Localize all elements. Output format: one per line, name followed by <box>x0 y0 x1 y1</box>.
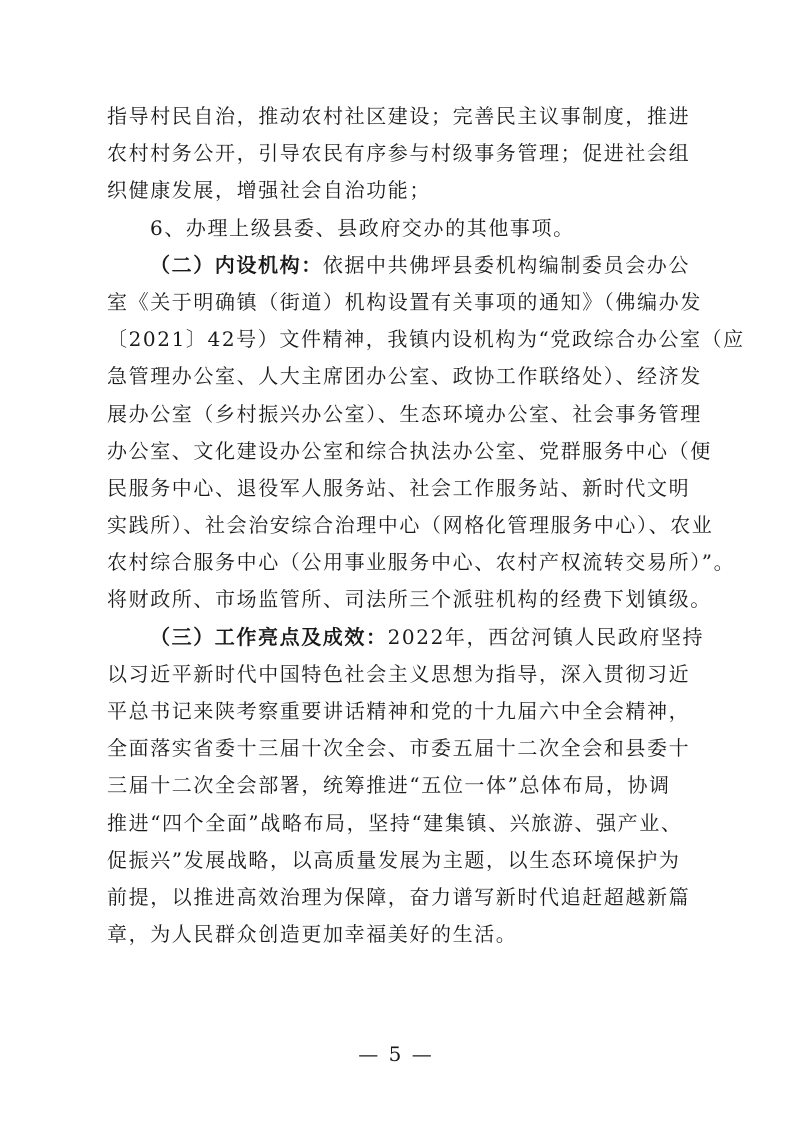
text-line: 促振兴”发展战略，以高质量发展为主题，以生态环境保护为 <box>107 847 681 872</box>
section-three-line <box>107 619 705 656</box>
text-line: 农村村务公开，引导农民有序参与村级事务管理；促进社会组 <box>107 141 691 166</box>
text-line: 以习近平新时代中国特色社会主义思想为指导，深入贯彻习近 <box>107 661 691 686</box>
text-line: 农村综合服务中心（公用事业服务中心、农村产权流转交易所）”。 <box>107 550 736 575</box>
text-span: 2022年，西岔河镇人民政府坚持 <box>387 624 705 649</box>
text-line: 指导村民自治，推动农村社区建设；完善民主议事制度，推进 <box>107 104 691 128</box>
text-line: 室《关于明确镇（街道）机构设置有关事项的通知》（佛编办发 <box>107 289 702 314</box>
document-body <box>107 98 745 953</box>
text-line: 织健康发展，增强社会自治功能； <box>107 178 431 203</box>
text-line: 实践所）、社会治安综合治理中心（网格化管理服务中心）、农业 <box>107 513 714 538</box>
section-heading: （三）工作亮点及成效： <box>150 624 388 649</box>
text-line: 民服务中心、退役军人服务站、社会工作服务站、新时代文明 <box>107 475 691 500</box>
text-line: 平总书记来陕考察重要讲话精神和党的十九届六中全会精神， <box>107 699 691 723</box>
text-line: 章，为人民群众创造更加幸福美好的生活。 <box>107 922 518 947</box>
text-line: 6、办理上级县委、县政府交办的其他事项。 <box>150 215 575 240</box>
text-line: 将财政所、市场监管所、司法所三个派驻机构的经费下划镇级。 <box>107 587 712 612</box>
section-heading: （二）内设机构： <box>150 252 323 277</box>
text-line: 全面落实省委十三届十次全会、市委五届十二次全会和县委十 <box>107 736 691 761</box>
text-line: 办公室、文化建设办公室和综合执法办公室、党群服务中心（便 <box>107 438 712 463</box>
text-line: 〔2021〕42号）文件精神，我镇内设机构为“党政综合办公室（应 <box>107 327 745 352</box>
page-number: — 5 — <box>358 1042 434 1066</box>
text-line: 展办公室（乡村振兴办公室）、生态环境办公室、社会事务管理 <box>107 401 702 426</box>
text-line: 急管理办公室、人大主席团办公室、政协工作联络处）、经济发 <box>107 364 702 389</box>
section-two-line <box>107 247 690 284</box>
text-line: 前提，以推进高效治理为保障，奋力谱写新时代追赶超越新篇 <box>107 884 691 909</box>
text-line: 推进“四个全面”战略布局，坚持“建集镇、兴旅游、强产业、 <box>107 810 683 835</box>
text-span: 依据中共佛坪县委机构编制委员会办公 <box>322 252 691 277</box>
text-line: 三届十二次全会部署，统筹推进“五位一体”总体布局，协调 <box>107 773 671 798</box>
